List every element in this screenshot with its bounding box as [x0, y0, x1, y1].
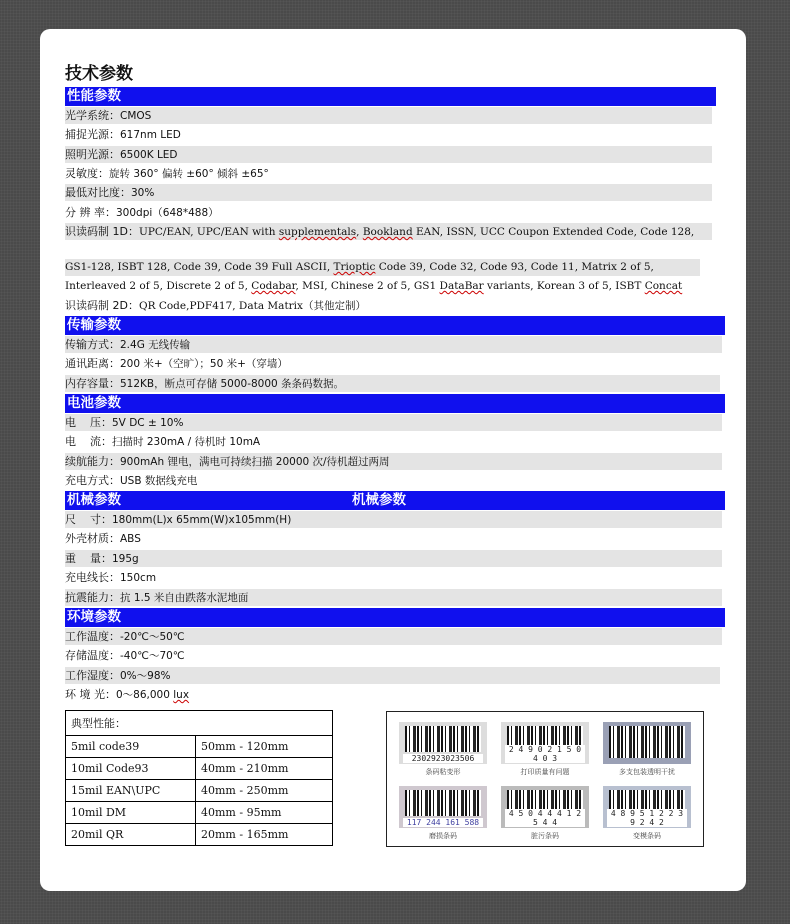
barcode-samples-panel [386, 711, 704, 847]
spec-row: 灵敏度：旋转 360° 偏转 ±60° 倾斜 ±65° [65, 167, 269, 180]
barcode-sample-image: 2302923023506 条码粘变形 [399, 722, 487, 777]
barcode-sample-image: 多支包装透明干扰 [603, 722, 691, 777]
spec-row: 存储温度：-40℃～70℃ [65, 649, 185, 662]
spec-row: 电 压：5V DC ± 10% [65, 414, 722, 431]
spec-row: 尺 寸：180mm(L)x 65mm(W)x105mm(H) [65, 511, 722, 528]
symbology-line-3: Interleaved 2 of 5, Discrete 2 of 5, Codabar, MSI, Chinese 2 of 5, GS1 DataBar variants, Korean 3 of 5, ISBT Concat [65, 280, 683, 292]
spec-row: 内存容量：512KB，断点可存储 5000-8000 条条码数据。 [65, 375, 720, 392]
spec-row: 充电线长：150cm [65, 571, 157, 584]
section-environment: 环境参数 [65, 608, 725, 627]
table-row: 10mil DM 40mm - 95mm [66, 802, 333, 824]
section-battery: 电池参数 [65, 394, 725, 413]
spec-row: 充电方式：USB 数据线充电 [65, 474, 198, 487]
spec-row: 重 量：195g [65, 550, 722, 567]
spec-row: 工作湿度：0%～98% [65, 667, 720, 684]
barcode-sample-image: 4 5 0 4 4 4 1 2 5 4 4 脏污条码 [501, 786, 589, 841]
spec-row: 环 境 光：0～86,000 lux [65, 688, 190, 701]
symbology-1d-row: 识读码制 1D：UPC/EAN, UPC/EAN with supplementals, Bookland EAN, ISSN, UCC Coupon Extended Code, Code 128, [65, 223, 712, 240]
section-mechanical-duplicate: 机械参数 [352, 492, 406, 508]
spec-row: 分 辨 率：300dpi（648*488） [65, 206, 219, 219]
section-mechanical: 机械参数 机械参数 [65, 491, 725, 510]
spec-row: 电 流：扫描时 230mA / 待机时 10mA [65, 435, 261, 448]
spec-row: 光学系统：CMOS [65, 107, 712, 124]
table-row: 20mil QR 20mm - 165mm [66, 824, 333, 846]
spec-row: 捕捉光源：617nm LED [65, 128, 181, 141]
barcode-sample-image: 4 8 9 5 1 2 2 3 9 2 4 2 变模条码 [603, 786, 691, 841]
spec-row: 通讯距离：200 米+（空旷）；50 米+（穿墙） [65, 357, 288, 370]
barcode-sample-image: 2 4 9 0 2 1 5 0 4 0 3 打印质量有问题 [501, 722, 589, 777]
barcode-sample-image: 117 244 161 588 磨损条码 [399, 786, 487, 841]
spec-row: 传输方式：2.4G 无线传输 [65, 336, 722, 353]
table-header: 典型性能： [66, 711, 333, 736]
table-row: 15mil EAN\UPC 40mm - 250mm [66, 780, 333, 802]
spec-row: 最低对比度：30% [65, 184, 712, 201]
symbology-2d-row: 识读码制 2D：QR Code,PDF417, Data Matrix（其他定制） [65, 299, 366, 312]
typical-performance-table [65, 710, 333, 846]
spec-row: 续航能力：900mAh 锂电，满电可持续扫描 20000 次/待机超过两周 [65, 453, 722, 470]
spec-row: 照明光源：6500K LED [65, 146, 712, 163]
page-title: 技术参数 [65, 64, 133, 84]
spec-row: 抗震能力：抗 1.5 米自由跌落水泥地面 [65, 589, 722, 606]
table-row: 10mil Code93 40mm - 210mm [66, 758, 333, 780]
spec-row: 工作温度：-20℃～50℃ [65, 628, 722, 645]
section-performance: 性能参数 [65, 87, 716, 106]
table-row: 5mil code39 50mm - 120mm [66, 736, 333, 758]
section-transmission: 传输参数 [65, 316, 725, 335]
spec-row: 外壳材质：ABS [65, 532, 141, 545]
spec-card [40, 29, 746, 891]
symbology-line-2: GS1-128, ISBT 128, Code 39, Code 39 Full ASCII, Trioptic Code 39, Code 32, Code 93, Code 11, Matrix 2 of 5, [65, 259, 700, 276]
